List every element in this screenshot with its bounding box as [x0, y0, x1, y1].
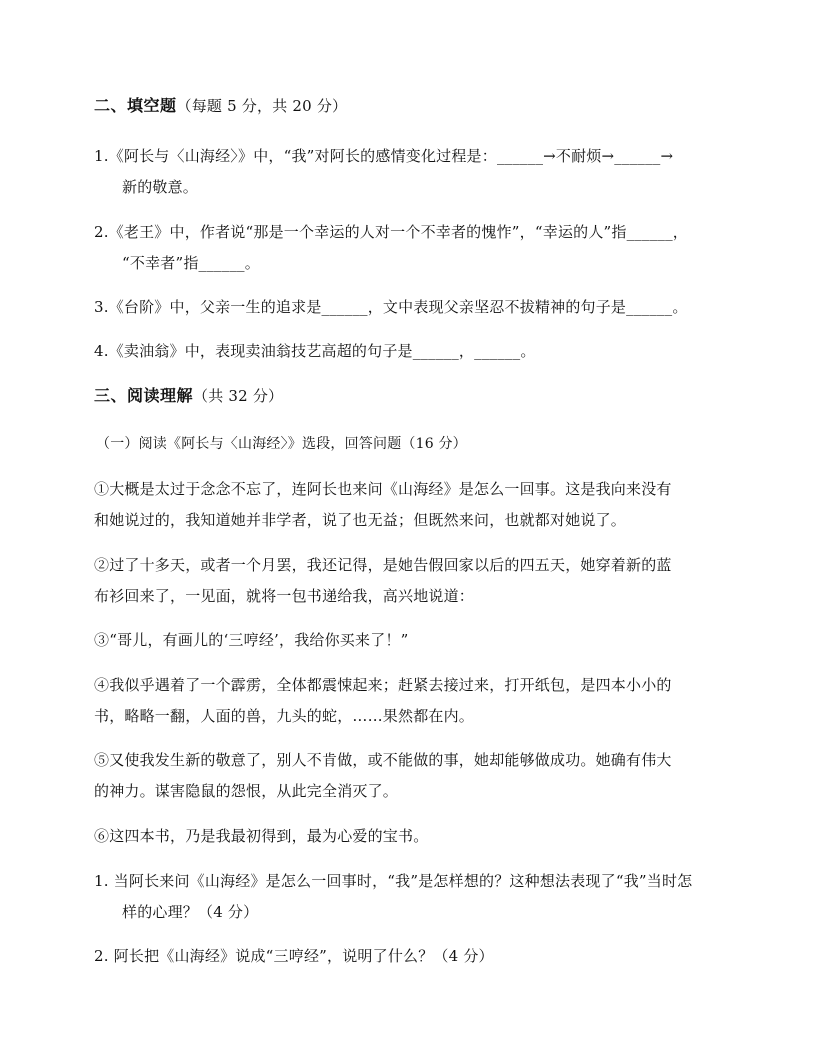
passage-paragraph-5-line-1: ⑤又使我发生新的敬意了，别人不肯做，或不能做的事，她却能够做成功。她确有伟大	[94, 751, 672, 769]
section-3-heading	[94, 386, 734, 406]
fill-question-2-line-2: “不幸者”指______。	[122, 254, 260, 272]
reading-question-1-line-2: 样的心理？（4 分）	[122, 903, 259, 921]
passage-paragraph-1-line-1: ①大概是太过于念念不忘了，连阿长也来问《山海经》是怎么一回事。这是我向来没有	[94, 480, 672, 498]
section-3-score-note: （共 32 分）	[193, 387, 284, 405]
fill-question-1-line-2: 新的敬意。	[122, 178, 199, 196]
section-2-title: 二、填空题	[94, 96, 177, 115]
reading-question-2: 2. 阿长把《山海经》说成“三哼经”，说明了什么？（4 分）	[94, 947, 494, 965]
fill-question-4: 4.《卖油翁》中，表现卖油翁技艺高超的句子是______，______。	[94, 342, 536, 360]
passage-paragraph-4-line-2: 书，略略一翻，人面的兽，九头的蛇，……果然都在内。	[94, 707, 475, 725]
passage-paragraph-4-line-1: ④我似乎遇着了一个霹雳，全体都震悚起来；赶紧去接过来，打开纸包，是四本小小的	[94, 676, 672, 694]
fill-question-3: 3.《台阶》中，父亲一生的追求是______，文中表现父亲坚忍不拔精神的句子是______。	[94, 298, 688, 316]
passage-paragraph-6: ⑥这四本书，乃是我最初得到，最为心爱的宝书。	[94, 827, 429, 845]
reading-subsection-title: （一）阅读《阿长与〈山海经〉》选段，回答问题（16 分）	[96, 436, 467, 452]
passage-paragraph-1-line-2: 和她说过的，我知道她并非学者，说了也无益；但既然来问，也就都对她说了。	[94, 511, 627, 529]
reading-question-1-line-1: 1. 当阿长来问《山海经》是怎么一回事时，“我”是怎样想的？这种想法表现了“我”当时怎	[94, 872, 693, 890]
fill-question-2-line-1: 2.《老王》中，作者说“那是一个幸运的人对一个不幸者的愧怍”，“幸运的人”指______，	[94, 223, 688, 241]
fill-question-1-line-1: 1.《阿长与〈山海经〉》中，“我”对阿长的感情变化过程是：______→不耐烦→______→	[94, 147, 674, 165]
section-2-score-note: （每题 5 分，共 20 分）	[176, 97, 348, 115]
passage-paragraph-3: ③“哥儿，有画儿的‘三哼经’，我给你买来了！”	[94, 631, 409, 649]
passage-paragraph-2-line-2: 布衫回来了，一见面，就将一包书递给我，高兴地说道：	[94, 587, 475, 605]
passage-paragraph-5-line-2: 的神力。谋害隐鼠的怨恨，从此完全消灭了。	[94, 782, 399, 800]
section-3-title: 三、阅读理解	[94, 386, 194, 405]
section-2-heading	[94, 96, 734, 116]
passage-paragraph-2-line-1: ②过了十多天，或者一个月罢，我还记得，是她告假回家以后的四五天，她穿着新的蓝	[94, 556, 672, 574]
